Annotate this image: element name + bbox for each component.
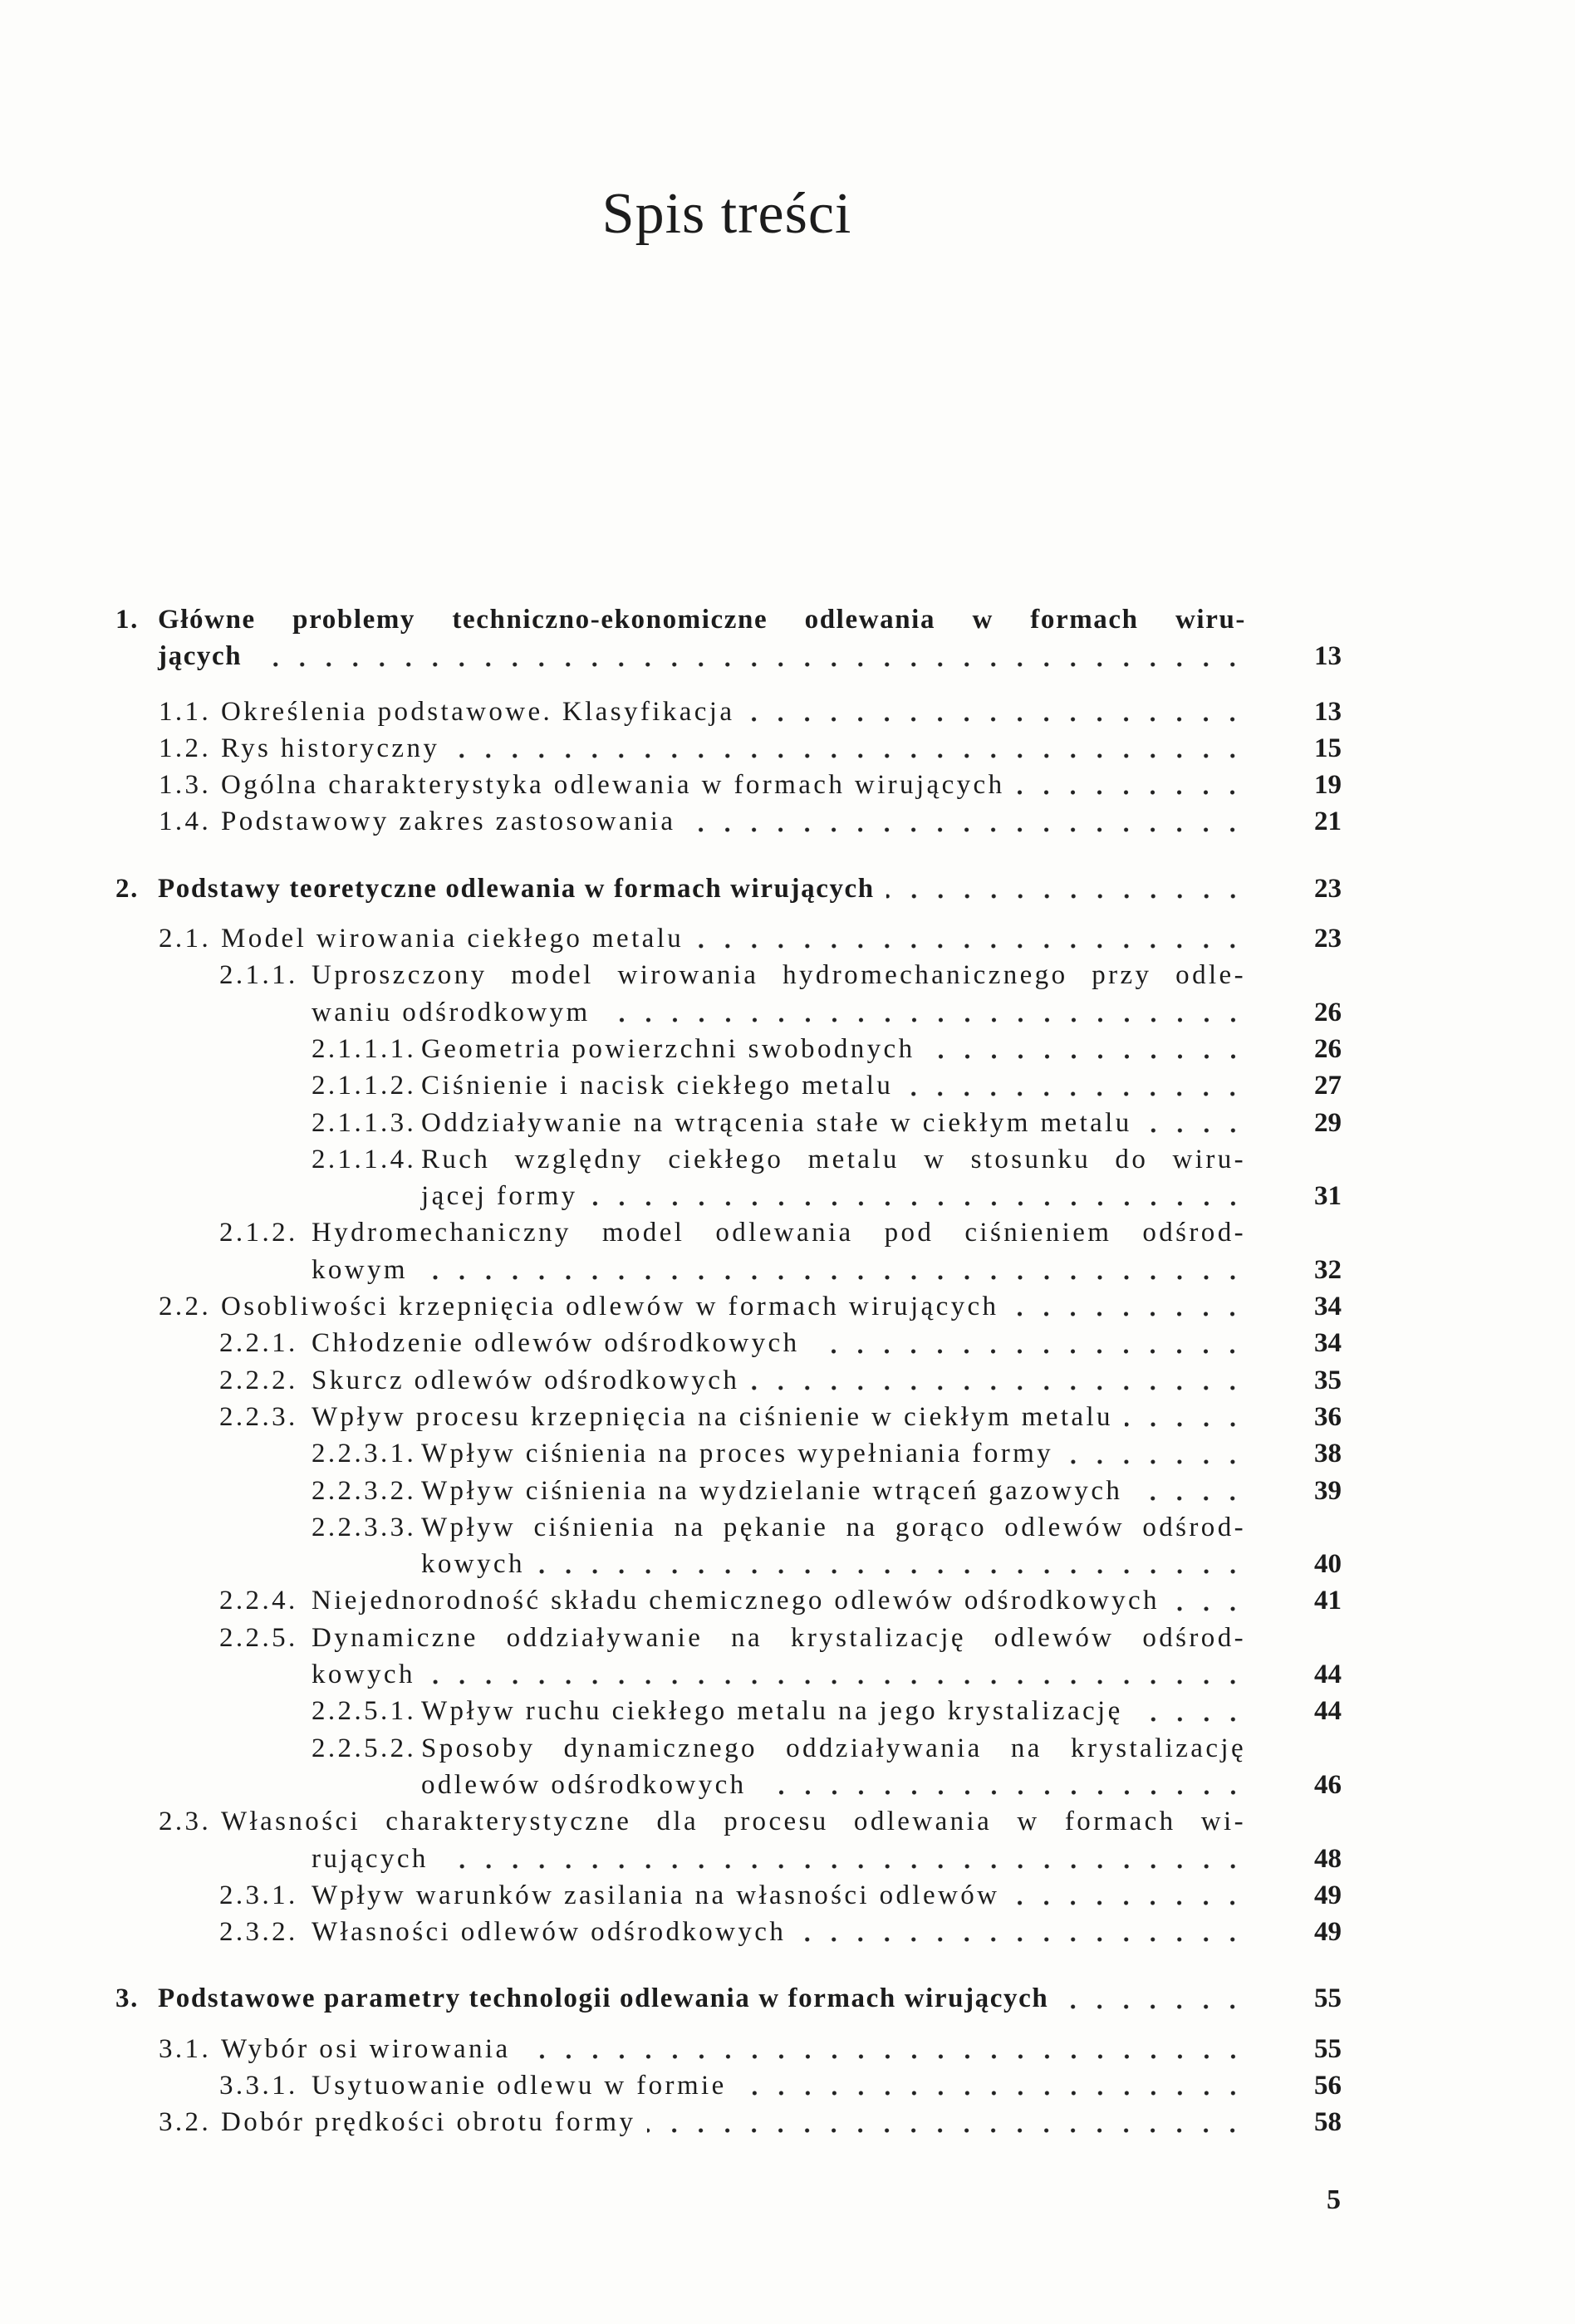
dot-leader: [927, 1031, 1247, 1067]
entry-number: 1.2.: [159, 733, 212, 763]
dot-leader: [1011, 1877, 1246, 1914]
entry-title-text: Ciśnienie i nacisk ciekłego metalu: [421, 1071, 894, 1101]
toc-entry-line: [0, 1435, 1575, 1472]
entry-title: [421, 1730, 1246, 1767]
entry-title-text: Wpływ ruchu ciekłego metalu na jego krystalizację: [421, 1696, 1123, 1727]
entry-number: 2.2.3.1.: [312, 1439, 417, 1469]
entry-title: [221, 767, 1246, 803]
entry-page-number: 39: [1314, 1475, 1342, 1506]
entry-title: [421, 1105, 1246, 1141]
table-of-contents: [0, 601, 1575, 2141]
entry-title-text: Wpływ warunków zasilania na własności odlewów: [312, 1880, 1000, 1910]
entry-title: [421, 1141, 1246, 1178]
entry-title-text: Własności charakterystyczne dla procesu odlewania w formach wi-: [221, 1807, 1246, 1837]
entry-title: [221, 1288, 1246, 1325]
entry-number: 1.3.: [159, 770, 212, 801]
dot-leader: [1016, 767, 1246, 803]
toc-entry-line: [0, 1105, 1575, 1141]
dot-leader: [1010, 1288, 1246, 1325]
dot-leader: [886, 870, 1246, 907]
entry-title: [421, 1693, 1246, 1729]
entry-number: 2.1.1.: [219, 960, 298, 991]
dot-leader: [758, 1767, 1246, 1803]
entry-title: [312, 1914, 1246, 1950]
entry-number: 2.2.3.2.: [312, 1475, 417, 1506]
entry-title-text: Podstawowy zakres zastosowania: [221, 807, 676, 837]
entry-number: 2.2.: [159, 1292, 212, 1322]
entry-title-text: Wpływ ciśnienia na proces wypełniania formy: [421, 1439, 1054, 1469]
entry-title: [158, 1980, 1246, 2017]
dot-leader: [1171, 1582, 1246, 1619]
entry-title-text: rujących: [312, 1843, 429, 1874]
entry-title: [312, 1252, 1246, 1288]
entry-page-number: 48: [1314, 1843, 1342, 1874]
entry-number: 2.2.3.: [219, 1401, 298, 1432]
toc-entry-line: [0, 1067, 1575, 1104]
entry-title: [312, 957, 1246, 993]
entry-title: [221, 2104, 1246, 2140]
entry-page-number: 23: [1314, 924, 1342, 954]
page-title: Spis treści: [601, 182, 852, 246]
entry-page-number: 35: [1314, 1365, 1342, 1395]
entry-title: [312, 1620, 1246, 1656]
toc-entry-line: [0, 1803, 1575, 1840]
toc-entry-line: [0, 957, 1575, 993]
entry-number: 1.1.: [159, 696, 212, 727]
entry-page-number: 49: [1314, 1917, 1342, 1948]
entry-number: 2.2.5.1.: [312, 1696, 417, 1727]
entry-title-text: Własności odlewów odśrodkowych: [312, 1917, 787, 1948]
entry-number: 2.2.5.: [219, 1622, 298, 1653]
entry-title: [421, 1435, 1246, 1472]
entry-title: [312, 1325, 1246, 1361]
page-number: 5: [1327, 2184, 1341, 2215]
dot-leader: [590, 1178, 1246, 1214]
entry-number: 2.: [115, 873, 139, 904]
entry-title: [421, 1067, 1246, 1104]
dot-leader: [905, 1067, 1246, 1104]
dot-leader: [1135, 1693, 1246, 1729]
dot-leader: [1060, 1980, 1246, 2017]
toc-entry-line: [0, 1980, 1575, 2017]
dot-leader: [797, 1914, 1246, 1950]
entry-title-text: Ogólna charakterystyka odlewania w formach wirujących: [221, 770, 1005, 801]
entry-title: [312, 1399, 1246, 1435]
toc-entry-line: [0, 1620, 1575, 1656]
entry-page-number: 13: [1314, 641, 1342, 672]
entry-title: [312, 994, 1246, 1031]
entry-page-number: 46: [1314, 1769, 1342, 1800]
entry-number: 2.2.5.2.: [312, 1733, 417, 1763]
entry-number: 3.3.1.: [219, 2070, 298, 2101]
entry-title-text: kowych: [312, 1660, 415, 1690]
entry-title-text: Wybór osi wirowania: [221, 2033, 511, 2064]
entry-title: [221, 920, 1246, 957]
entry-number: 2.2.2.: [219, 1365, 298, 1395]
entry-title-text: Usytuowanie odlewu w formie: [312, 2070, 727, 2101]
entry-page-number: 36: [1314, 1401, 1342, 1432]
entry-title: [312, 1214, 1246, 1251]
entry-page-number: 40: [1314, 1549, 1342, 1580]
entry-number: 2.1.: [159, 924, 212, 954]
dot-leader: [440, 1841, 1246, 1877]
entry-title: [421, 1178, 1246, 1214]
toc-entry-line: [0, 920, 1575, 957]
dot-leader: [695, 920, 1246, 957]
entry-title: [421, 1509, 1246, 1546]
entry-title-text: odlewów odśrodkowych: [421, 1769, 747, 1800]
toc-entry-line: [0, 730, 1575, 767]
entry-title-text: Główne problemy techniczno-ekonomiczne odlewania w formach wiru-: [158, 605, 1246, 635]
entry-title: [421, 1031, 1246, 1067]
toc-entry-line: [0, 694, 1575, 730]
dot-leader: [537, 1546, 1246, 1582]
entry-page-number: 26: [1314, 997, 1342, 1027]
toc-entry-line: [0, 803, 1575, 840]
entry-title-text: Wpływ ciśnienia na wydzielanie wtrąceń gazowych: [421, 1475, 1123, 1506]
entry-number: 2.2.3.3.: [312, 1512, 417, 1542]
entry-page-number: 34: [1314, 1292, 1342, 1322]
entry-page-number: 19: [1314, 770, 1342, 801]
toc-entry-line: [0, 1141, 1575, 1178]
entry-title-text: kowym: [312, 1254, 408, 1285]
entry-title-text: Sposoby dynamicznego oddziaływania na krystalizację: [421, 1733, 1246, 1763]
entry-number: 3.: [115, 1983, 139, 2014]
dot-leader: [746, 694, 1246, 730]
toc-entry-line: [0, 1767, 1575, 1803]
entry-page-number: 49: [1314, 1880, 1342, 1910]
entry-title: [421, 1546, 1246, 1582]
entry-title-text: Wpływ ciśnienia na pękanie na gorąco odlewów odśrod-: [421, 1512, 1246, 1542]
entry-title-text: Dobór prędkości obrotu formy: [221, 2107, 636, 2138]
toc-entry-line: [0, 767, 1575, 803]
entry-number: 2.1.1.2.: [312, 1071, 417, 1101]
entry-title: [221, 1803, 1246, 1840]
toc-entry-line: [0, 1178, 1575, 1214]
entry-page-number: 32: [1314, 1254, 1342, 1285]
toc-entry-line: [0, 1325, 1575, 1361]
dot-leader: [1134, 1473, 1246, 1509]
entry-page-number: 38: [1314, 1439, 1342, 1469]
entry-number: 2.1.1.3.: [312, 1107, 417, 1138]
entry-title-text: Określenia podstawowe. Klasyfikacja: [221, 696, 735, 727]
entry-title-text: Ruch względny ciekłego metalu w stosunku do wiru-: [421, 1144, 1246, 1174]
toc-entry-line: [0, 2104, 1575, 2140]
toc-entry-line: [0, 994, 1575, 1031]
entry-page-number: 13: [1314, 696, 1342, 727]
entry-title: [221, 694, 1246, 730]
toc-entry-line: [0, 1841, 1575, 1877]
toc-entry-line: [0, 601, 1575, 638]
dot-leader: [427, 1656, 1246, 1693]
entry-number: 1.4.: [159, 807, 212, 837]
entry-title: [312, 1841, 1246, 1877]
toc-entry-line: [0, 1031, 1575, 1067]
entry-page-number: 31: [1314, 1181, 1342, 1212]
entry-title-text: Podstawowe parametry technologii odlewania w formach wirujących: [158, 1983, 1049, 2014]
entry-title: [158, 870, 1246, 907]
entry-title: [421, 1767, 1246, 1803]
toc-entry-line: [0, 1914, 1575, 1950]
toc-entry-line: [0, 1288, 1575, 1325]
entry-title: [158, 638, 1246, 674]
entry-title-text: Hydromechaniczny model odlewania pod ciśnieniem odśrod-: [312, 1218, 1246, 1248]
entry-page-number: 55: [1314, 2033, 1342, 2064]
entry-page-number: 56: [1314, 2070, 1342, 2101]
entry-title-text: waniu odśrodkowym: [312, 997, 591, 1027]
entry-title: [312, 1362, 1246, 1399]
entry-number: 2.2.4.: [219, 1586, 298, 1616]
toc-entry-line: [0, 1582, 1575, 1619]
dot-leader: [751, 1362, 1246, 1399]
entry-page-number: 15: [1314, 733, 1342, 763]
toc-entry-line: [0, 1214, 1575, 1251]
entry-title-text: Oddziaływanie na wtrącenia stałe w ciekłym metalu: [421, 1107, 1132, 1138]
dot-leader: [687, 803, 1246, 840]
dot-leader: [253, 638, 1246, 674]
dot-leader: [647, 2104, 1246, 2140]
entry-title-text: Wpływ procesu krzepnięcia na ciśnienie w ciekłym metalu: [312, 1401, 1113, 1432]
entry-page-number: 44: [1314, 1660, 1342, 1690]
entry-page-number: 55: [1314, 1983, 1342, 2014]
entry-title: [421, 1473, 1246, 1509]
entry-number: 3.2.: [159, 2107, 212, 2138]
toc-entry-line: [0, 1877, 1575, 1914]
entry-title: [221, 730, 1246, 767]
entry-title-text: Skurcz odlewów odśrodkowych: [312, 1365, 740, 1395]
toc-entry-line: [0, 1546, 1575, 1582]
toc-entry-line: [0, 638, 1575, 674]
entry-title: [221, 2031, 1246, 2067]
entry-title-text: Niejednorodność składu chemicznego odlewów odśrodkowych: [312, 1586, 1160, 1616]
entry-title: [158, 601, 1246, 638]
toc-entry-line: [0, 1362, 1575, 1399]
entry-number: 2.3.1.: [219, 1880, 298, 1910]
entry-title: [312, 1582, 1246, 1619]
entry-page-number: 27: [1314, 1071, 1342, 1101]
entry-number: 2.1.1.1.: [312, 1033, 417, 1064]
toc-entry-line: [0, 1656, 1575, 1693]
toc-entry-line: [0, 870, 1575, 907]
entry-page-number: 58: [1314, 2107, 1342, 2138]
entry-page-number: 34: [1314, 1328, 1342, 1359]
dot-leader: [523, 2031, 1246, 2067]
toc-entry-line: [0, 1693, 1575, 1729]
dot-leader: [1125, 1399, 1246, 1435]
entry-page-number: 23: [1314, 873, 1342, 904]
dot-leader: [602, 994, 1246, 1031]
entry-page-number: 41: [1314, 1586, 1342, 1616]
entry-number: 2.3.2.: [219, 1917, 298, 1948]
entry-title-text: Dynamiczne oddziaływanie na krystalizację odlewów odśrod-: [312, 1622, 1246, 1653]
entry-page-number: 21: [1314, 807, 1342, 837]
dot-leader: [420, 1252, 1246, 1288]
entry-page-number: 44: [1314, 1696, 1342, 1727]
entry-number: 2.1.2.: [219, 1218, 298, 1248]
entry-title-text: jących: [158, 641, 243, 672]
toc-entry-line: [0, 2067, 1575, 2104]
entry-title: [312, 1877, 1246, 1914]
entry-title-text: Podstawy teoretyczne odlewania w formach wirujących: [158, 873, 875, 904]
entry-title-text: Osobliwości krzepnięcia odlewów w formach wirujących: [221, 1292, 999, 1322]
dot-leader: [738, 2067, 1246, 2104]
entry-title-text: kowych: [421, 1549, 525, 1580]
toc-entry-line: [0, 2031, 1575, 2067]
toc-entry-line: [0, 1730, 1575, 1767]
toc-entry-line: [0, 1509, 1575, 1546]
entry-title-text: Model wirowania ciekłego metalu: [221, 924, 684, 954]
entry-title: [221, 803, 1246, 840]
entry-title-text: Rys historyczny: [221, 733, 440, 763]
entry-page-number: 26: [1314, 1033, 1342, 1064]
entry-title: [312, 2067, 1246, 2104]
entry-number: 2.1.1.4.: [312, 1144, 417, 1174]
entry-number: 2.2.1.: [219, 1328, 298, 1359]
entry-title-text: Geometria powierzchni swobodnych: [421, 1033, 915, 1064]
toc-entry-line: [0, 1473, 1575, 1509]
entry-page-number: 29: [1314, 1107, 1342, 1138]
entry-title-text: jącej formy: [421, 1181, 578, 1212]
dot-leader: [451, 730, 1246, 767]
entry-number: 3.1.: [159, 2033, 212, 2064]
entry-title-text: Uproszczony model wirowania hydromechanicznego przy odle-: [312, 960, 1246, 991]
toc-entry-line: [0, 1399, 1575, 1435]
dot-leader: [811, 1325, 1246, 1361]
entry-title-text: Chłodzenie odlewów odśrodkowych: [312, 1328, 800, 1359]
entry-number: 1.: [115, 605, 139, 635]
entry-title: [312, 1656, 1246, 1693]
toc-entry-line: [0, 1252, 1575, 1288]
dot-leader: [1144, 1105, 1246, 1141]
entry-number: 2.3.: [159, 1807, 212, 1837]
dot-leader: [1065, 1435, 1246, 1472]
